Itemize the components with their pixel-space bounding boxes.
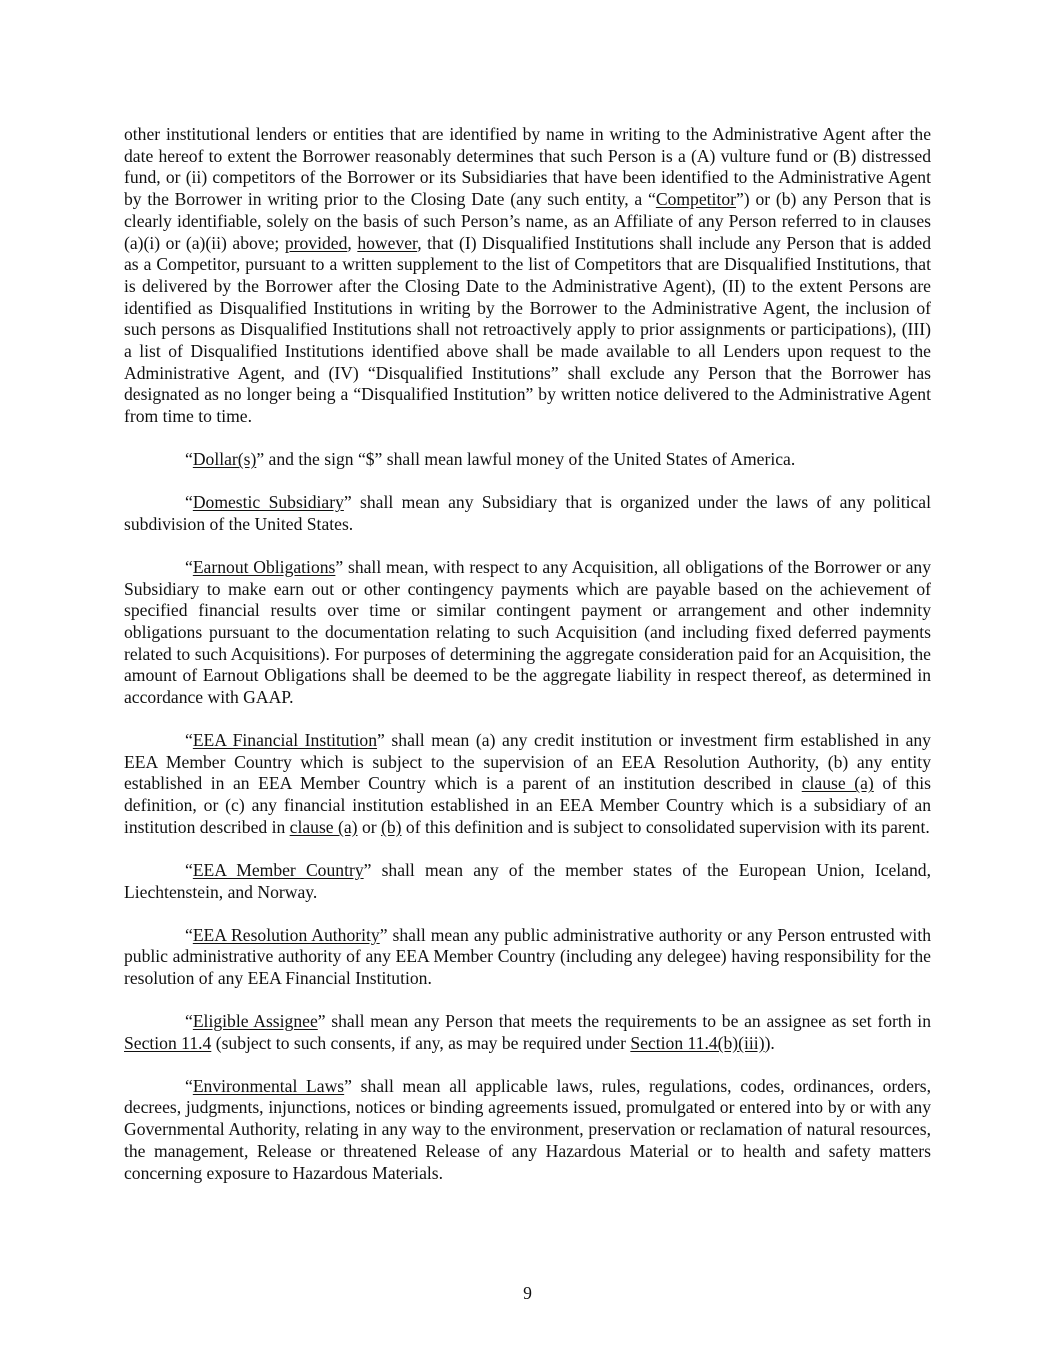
- definition-text: ” shall mean, with respect to any Acquisition, all obligations of the Borrower or any Subsidiary to make earn out or other contingency payments which are payable based on the achievement of specified financial results over time or similar contingent payment or arrangement and other indemnity obligations pursuant to the documentation relating to such Acquisition (and including fixed deferred payments related to such Acquisitions). For purposes of determining the aggregate consideration paid for an Acquisition, the amount of Earnout Obligations shall be deemed to be the aggregate liability in respect thereof, as determined in accordance with GAAP.: [124, 556, 931, 708]
- text-run: other institutional lenders or entities that are identified by name in writing to the Administrative Agent after the date hereof to extent the Borrower reasonably determines that such Person is a (A) vulture fund or (B) distressed fund, or (ii) competitors of the Borrower or its Subsidiaries that have been identified to the Administrative Agent by the Borrower in writing prior to the Closing Date (any such entity, a “: [124, 124, 931, 210]
- definition-text: ” shall mean any public administrative authority or any Person entrusted with public administrative authority of any EEA Member Country (including any delegee) having responsibility for the resolution of any EEA Financial Institution.: [124, 924, 931, 988]
- definition-text: ” shall mean (a) any credit institution or investment firm established in any EEA Member Country which is subject to the supervision of an EEA Resolution Authority, (b) any entity established in an EEA Member Country which is a parent of an institution described in: [124, 730, 931, 794]
- open-quote: “: [185, 730, 193, 751]
- open-quote: “: [185, 449, 193, 470]
- provided-term: provided: [284, 232, 348, 253]
- open-quote: “: [185, 1010, 193, 1031]
- definition-text: ” shall mean any of the member states of the European Union, Iceland, Liechtenstein, and Norway.: [124, 859, 931, 902]
- defined-term: EEA Resolution Authority: [192, 924, 380, 945]
- definition-eea-member-country: [124, 860, 931, 903]
- open-quote: “: [185, 924, 193, 945]
- definition-text: of this definition, or (c) any financial institution established in an EEA Member Country which is a subsidiary of an institution described in: [124, 773, 931, 837]
- defined-term: Earnout Obligations: [192, 556, 336, 577]
- open-quote: “: [185, 492, 193, 513]
- open-quote: “: [185, 556, 193, 577]
- defined-term: Dollar(s): [192, 449, 257, 470]
- cross-reference: clause (a): [289, 816, 358, 837]
- defined-term-competitor: Competitor: [655, 189, 736, 210]
- open-quote: “: [185, 1075, 193, 1096]
- cross-reference: Section 11.4(b)(iii): [630, 1032, 765, 1053]
- definition-text: of this definition and is subject to consolidated supervision with its parent.: [401, 816, 930, 837]
- defined-term: Environmental Laws: [192, 1075, 345, 1096]
- definition-domestic-subsidiary: [124, 492, 931, 535]
- definition-text: ” shall mean any Subsidiary that is organized under the laws of any political subdivision of the United States.: [124, 492, 932, 534]
- defined-term: EEA Member Country: [192, 859, 364, 880]
- cross-reference: clause (a): [801, 773, 874, 794]
- however-term: however: [357, 232, 418, 253]
- definition-text: ” shall mean all applicable laws, rules, regulations, codes, ordinances, orders, decrees, judgments, injunctions, notices or binding agreements issued, promulgated or entered into by or with any Governmental Authority, relating in any way to the environment, preservation or reclamation of natural resources, the management, Release or threatened Release of any Hazardous Material or to health and safety matters concerning exposure to Hazardous Materials.: [124, 1075, 931, 1183]
- cross-reference: Section 11.4: [124, 1032, 212, 1053]
- definition-text: (subject to such consents, if any, as may be required under: [211, 1032, 631, 1053]
- definition-text: ).: [764, 1032, 775, 1053]
- defined-term: Eligible Assignee: [192, 1010, 318, 1031]
- definition-text: ” and the sign “$” shall mean lawful money of the United States of America.: [256, 449, 796, 470]
- defined-term: Domestic Subsidiary: [192, 492, 344, 513]
- text-run: ”) or (b) any Person that is clearly identifiable, solely on the basis of such Person’s name, as an Affiliate of any Person referred to in clauses (a)(i) or (a)(ii) above;: [124, 189, 931, 253]
- text-run: ,: [347, 232, 358, 253]
- definition-text: or: [357, 816, 381, 837]
- definition-eea-financial-institution: [124, 730, 931, 839]
- definition-eea-resolution-authority: [124, 925, 931, 990]
- text-run: , that (I) Disqualified Institutions shall include any Person that is added as a Competitor, pursuant to a written supplement to the list of Competitors that are Disqualified Institutions, that is delivered by the Borrower after the Closing Date to the Administrative Agent), (II) to the extent Persons are identified as Disqualified Institutions in writing by the Borrower to the Administrative Agent, the inclusion of such persons as Disqualified Institutions shall not retroactively apply to prior assignments or participations), (III) a list of Disqualified Institutions identified above shall be made available to all Lenders upon request to the Administrative Agent, and (IV) “Disqualified Institutions” shall exclude any Person that the Borrower has designated as no longer being a “Disqualified Institution” by written notice delivered to the Administrative Agent from time to time.: [124, 232, 932, 427]
- definition-dollars: [124, 449, 931, 471]
- defined-term: EEA Financial Institution: [192, 730, 378, 751]
- definition-environmental-laws: [124, 1076, 931, 1185]
- open-quote: “: [185, 859, 193, 880]
- document-page: [124, 124, 931, 1206]
- disqualified-institution-continuation: [124, 124, 931, 428]
- definition-eligible-assignee: [124, 1011, 931, 1054]
- definition-earnout-obligations: [124, 557, 931, 709]
- page-number: 9: [523, 1283, 532, 1303]
- cross-reference: (b): [381, 816, 402, 837]
- definition-text: ” shall mean any Person that meets the requirements to be an assignee as set forth in: [317, 1010, 931, 1031]
